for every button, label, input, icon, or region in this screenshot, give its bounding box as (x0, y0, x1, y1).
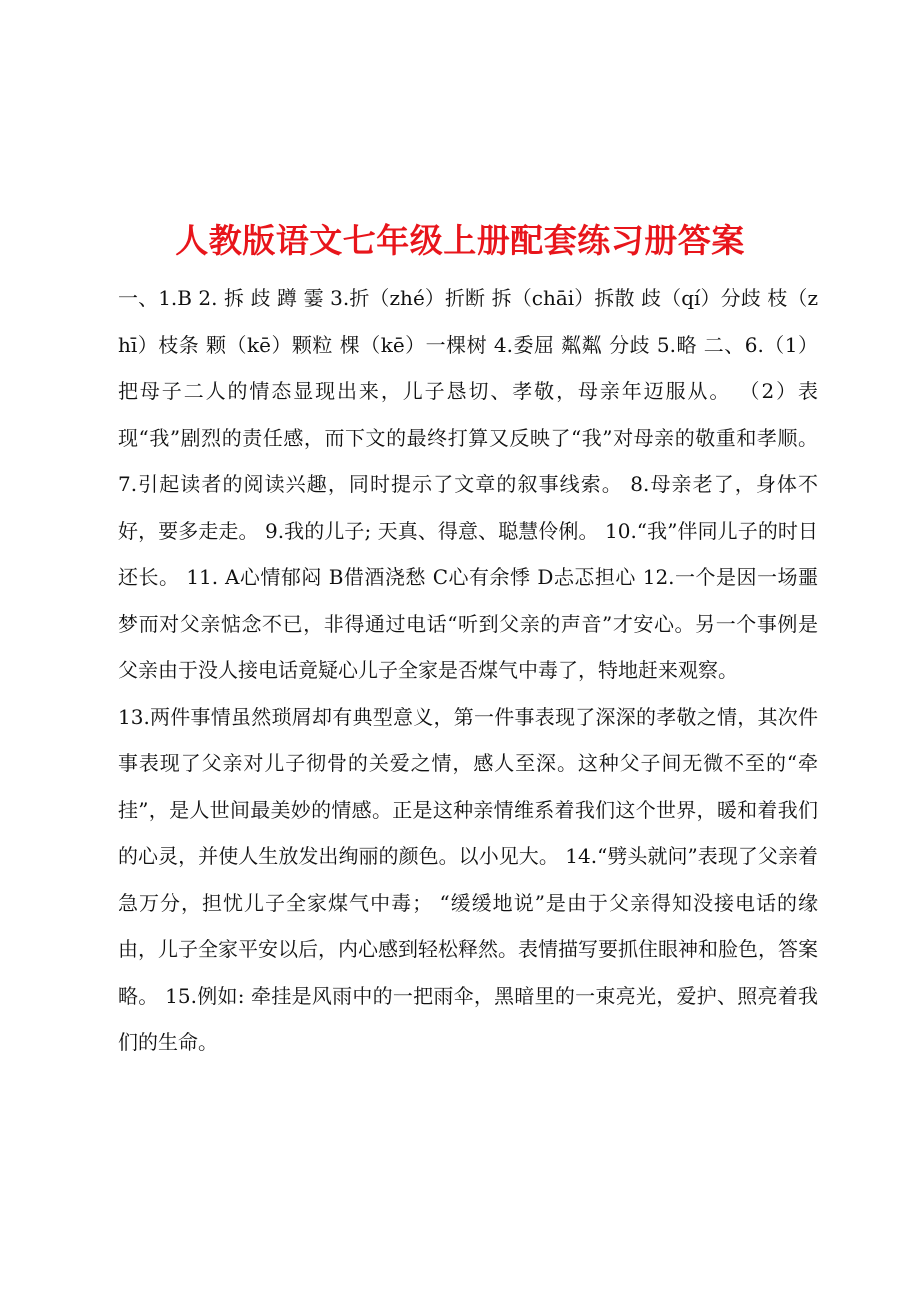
document-title: 人教版语文七年级上册配套练习册答案 (175, 221, 745, 261)
answer-paragraph-1: 一、1.B 2. 拆 歧 蹲 霎 3.折（zhé）折断 拆（chāi）拆散 歧（qí）分歧 枝（zhī）枝条 颗（kē）颗粒 棵（kē）一棵树 4.委屈 粼粼 分歧 5.略 二、6.（1）把母子二人的情态显现出来，儿子恳切、孝敬，母亲年迈服从。 （2）表现“我”剧烈的责任感，而下文的最终打算又反映了“我”对母亲的敬重和孝顺。 7.引起读者的阅读兴趣，同时提示了文章的叙事线索。 8.母亲老了，身体不好，要多走走。 9.我的儿子; 天真、得意、聪慧伶俐。 10.“我”伴同儿子的时日还长。 11. A心情郁闷 B借酒浇愁 C心有余悸 D忐忑担心 12.一个是因一场噩梦而对父亲惦念不已，非得通过电话“听到父亲的声音”才安心。另一个事例是父亲由于没人接电话竟疑心儿子全家是否煤气中毒了，特地赶来观察。 (118, 286, 818, 682)
document-body (118, 275, 818, 1066)
answer-paragraph-2: 13.两件事情虽然琐屑却有典型意义，第一件事表现了深深的孝敬之情，其次件事表现了父亲对儿子彻骨的关爱之情，感人至深。这种父子间无微不至的“牵挂”，是人世间最美妙的情感。正是这种亲情维系着我们这个世界，暖和着我们的心灵，并使人生放发出绚丽的颜色。以小见大。 14.“劈头就问”表现了父亲着急万分，担忧儿子全家煤气中毒； “缓缓地说”是由于父亲得知没接电话的缘由，儿子全家平安以后，内心感到轻松释然。表情描写要抓住眼神和脸色，答案略。 15.例如: 牵挂是风雨中的一把雨伞，黑暗里的一束亮光，爱护、照亮着我们的生命。 (118, 704, 818, 1054)
